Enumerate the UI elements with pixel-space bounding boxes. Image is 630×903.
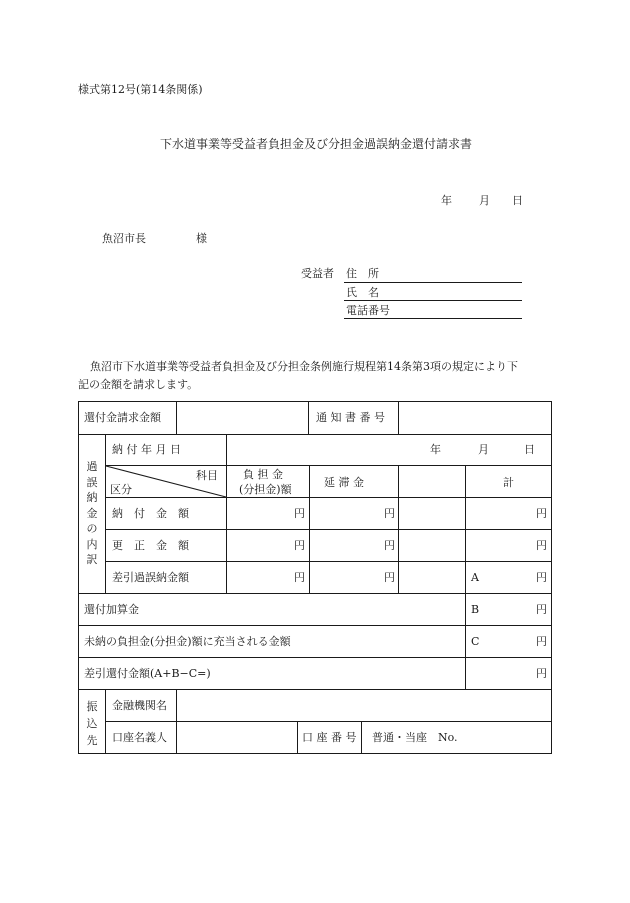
account-number-label: 口 座 番 号 (302, 731, 357, 744)
burden-column-label: 負 担 金 (243, 468, 283, 481)
date-month-label: 月 (479, 194, 490, 207)
account-holder-field[interactable] (178, 723, 295, 751)
yen-unit: 円 (384, 507, 395, 520)
addressee-name: 魚沼市長 (102, 232, 146, 245)
yen-unit: 円 (536, 635, 547, 648)
yen-unit: 円 (294, 507, 305, 520)
yen-unit: 円 (384, 571, 395, 584)
burden-column-sublabel: (分担金)額 (239, 483, 292, 496)
paid-amount-label: 納 付 金 額 (112, 507, 189, 520)
name-label: 氏 名 (346, 286, 379, 299)
phone-label: 電話番号 (346, 304, 390, 317)
payment-date-year: 年 (430, 443, 441, 456)
refund-addition-label: 還付加算金 (84, 603, 139, 616)
body-text-line2: 記の金額を請求します。 (78, 378, 199, 391)
addressee-honorific: 様 (196, 232, 207, 245)
notice-number-label: 通 知 書 番 号 (316, 411, 385, 424)
yen-unit: 円 (536, 571, 547, 584)
yen-unit: 円 (536, 507, 547, 520)
transfer-section-label: 振 込 先 (86, 700, 98, 747)
yen-unit: 円 (536, 603, 547, 616)
yen-unit: 円 (294, 571, 305, 584)
letter-a: A (471, 571, 479, 584)
yen-unit: 円 (536, 539, 547, 552)
account-type-label: 普通・当座 No. (372, 731, 458, 744)
letter-b: B (471, 603, 480, 616)
date-year-label: 年 (441, 194, 452, 207)
payment-date-day: 日 (524, 443, 535, 456)
payment-date-label: 納 付 年 月 日 (112, 443, 181, 456)
late-fee-column-label: 延 滞 金 (324, 476, 364, 489)
address-label: 住 所 (346, 267, 379, 280)
yen-unit: 円 (384, 539, 395, 552)
net-refund-label: 差引還付金額(A+B−C=) (84, 667, 211, 680)
corrected-amount-label: 更 正 金 額 (112, 539, 189, 552)
overpayment-section-label: 過 誤 納 金 の 内 訳 (86, 460, 98, 566)
diagonal-bottom-label: 区分 (110, 483, 132, 496)
letter-c: C (471, 635, 480, 648)
bank-name-field[interactable] (178, 691, 549, 719)
refund-amount-field[interactable] (178, 403, 306, 432)
total-column-label: 計 (503, 476, 514, 489)
account-holder-label: 口座名義人 (112, 731, 167, 744)
body-text-line1: 魚沼市下水道事業等受益者負担金及び分担金条例施行規程第14条第3項の規定により下 (90, 360, 518, 373)
bank-name-label: 金融機関名 (112, 699, 167, 712)
payment-date-month: 月 (478, 443, 489, 456)
diagonal-top-label: 科目 (196, 469, 218, 482)
overpaid-amount-label: 差引過誤納金額 (112, 571, 189, 584)
date-day-label: 日 (512, 194, 523, 207)
applicant-label: 受益者 (301, 267, 334, 280)
notice-number-field[interactable] (400, 403, 549, 432)
refund-amount-label: 還付金請求金額 (84, 411, 161, 424)
form-number: 様式第12号(第14条関係) (78, 83, 203, 96)
page-title: 下水道事業等受益者負担金及び分担金過誤納金還付請求書 (160, 137, 473, 151)
unpaid-applied-label: 未納の負担金(分担金)額に充当される金額 (84, 635, 291, 648)
yen-unit: 円 (536, 667, 547, 680)
yen-unit: 円 (294, 539, 305, 552)
